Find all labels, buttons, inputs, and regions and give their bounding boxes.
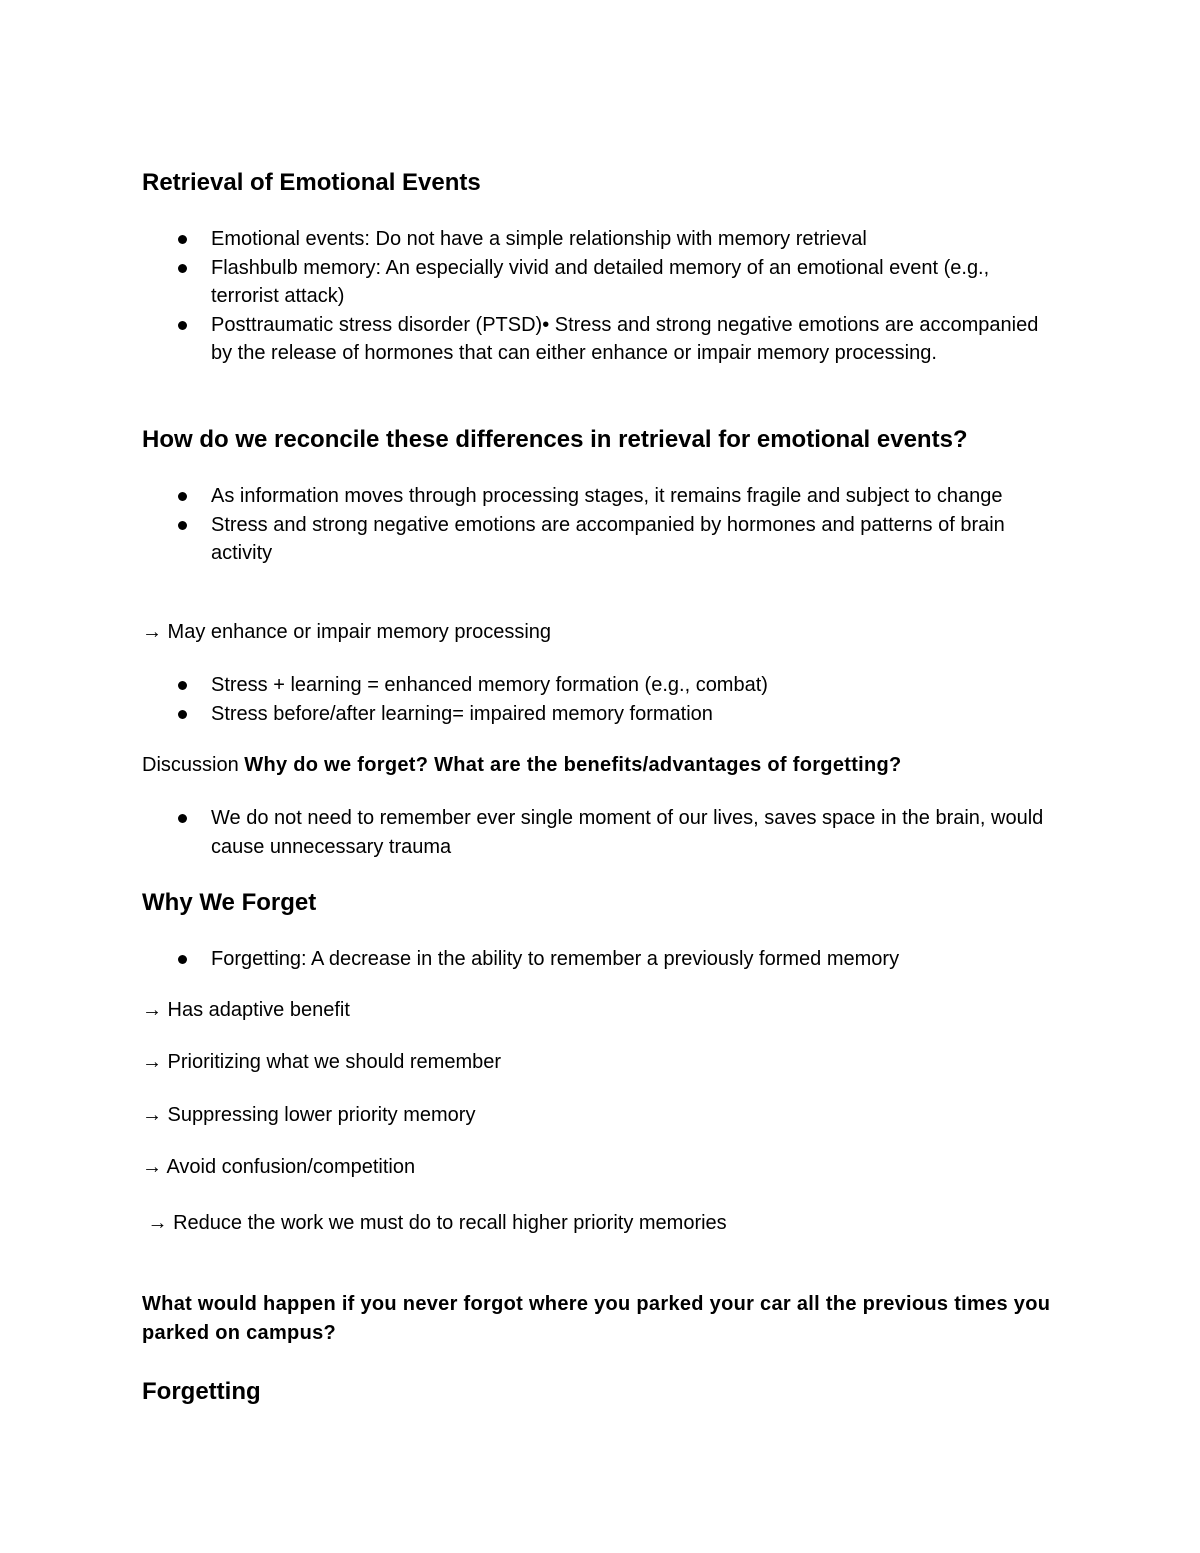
list-item: As information moves through processing stages, it remains fragile and subject to change xyxy=(142,482,1062,511)
discussion-line xyxy=(142,751,1062,780)
discussion-question: Why do we forget? What are the benefits/advantages of forgetting? xyxy=(244,754,902,776)
heading-reconcile-differences: How do we reconcile these differences in retrieval for emotional events? xyxy=(142,426,968,453)
bullet-icon xyxy=(178,955,187,964)
bullet-icon xyxy=(178,710,187,719)
arrow-line: → Suppressing lower priority memory xyxy=(142,1104,476,1126)
bullet-list-why-forget xyxy=(142,945,1062,974)
bullet-icon xyxy=(178,264,187,273)
bullet-icon xyxy=(178,521,187,530)
list-item: Flashbulb memory: An especially vivid and detailed memory of an emotional event (e.g., terrorist attack) xyxy=(142,254,1062,311)
bullet-icon xyxy=(178,681,187,690)
bullet-list-stress-learning xyxy=(142,671,1062,728)
bullet-list-discussion xyxy=(142,804,1062,861)
arrow-line: → Avoid confusion/competition xyxy=(142,1156,416,1178)
bullet-icon xyxy=(178,321,187,330)
arrow-line: → Has adaptive benefit xyxy=(142,999,350,1021)
bullet-icon xyxy=(178,235,187,244)
arrow-line: → Reduce the work we must do to recall higher priority memories xyxy=(142,1212,727,1234)
bullet-icon xyxy=(178,492,187,501)
heading-retrieval-emotional-events: Retrieval of Emotional Events xyxy=(142,169,481,196)
bullet-list-reconcile xyxy=(142,482,1062,568)
bullet-icon xyxy=(178,814,187,823)
list-item: Stress before/after learning= impaired memory formation xyxy=(142,700,1062,729)
list-item: We do not need to remember ever single moment of our lives, saves space in the brain, would cause unnecessary trauma xyxy=(142,804,1062,861)
list-item: Emotional events: Do not have a simple relationship with memory retrieval xyxy=(142,225,1062,254)
list-item: Stress + learning = enhanced memory formation (e.g., combat) xyxy=(142,671,1062,700)
discussion-label: Discussion xyxy=(142,754,245,776)
list-item: Posttraumatic stress disorder (PTSD)• Stress and strong negative emotions are accompanied by the release of hormones that can either enhance or impair memory processing. xyxy=(142,311,1062,368)
heading-why-we-forget: Why We Forget xyxy=(142,889,317,916)
list-item: Stress and strong negative emotions are accompanied by hormones and patterns of brain activity xyxy=(142,511,1062,568)
parking-question: What would happen if you never forgot where you parked your car all the previous times you parked on campus? xyxy=(142,1293,1051,1344)
list-item: Forgetting: A decrease in the ability to remember a previously formed memory xyxy=(142,945,1062,974)
bullet-list-retrieval xyxy=(142,225,1062,368)
heading-forgetting: Forgetting xyxy=(142,1378,261,1405)
arrow-line: → Prioritizing what we should remember xyxy=(142,1051,502,1073)
arrow-line-enhance-impair: → May enhance or impair memory processing xyxy=(142,621,552,643)
